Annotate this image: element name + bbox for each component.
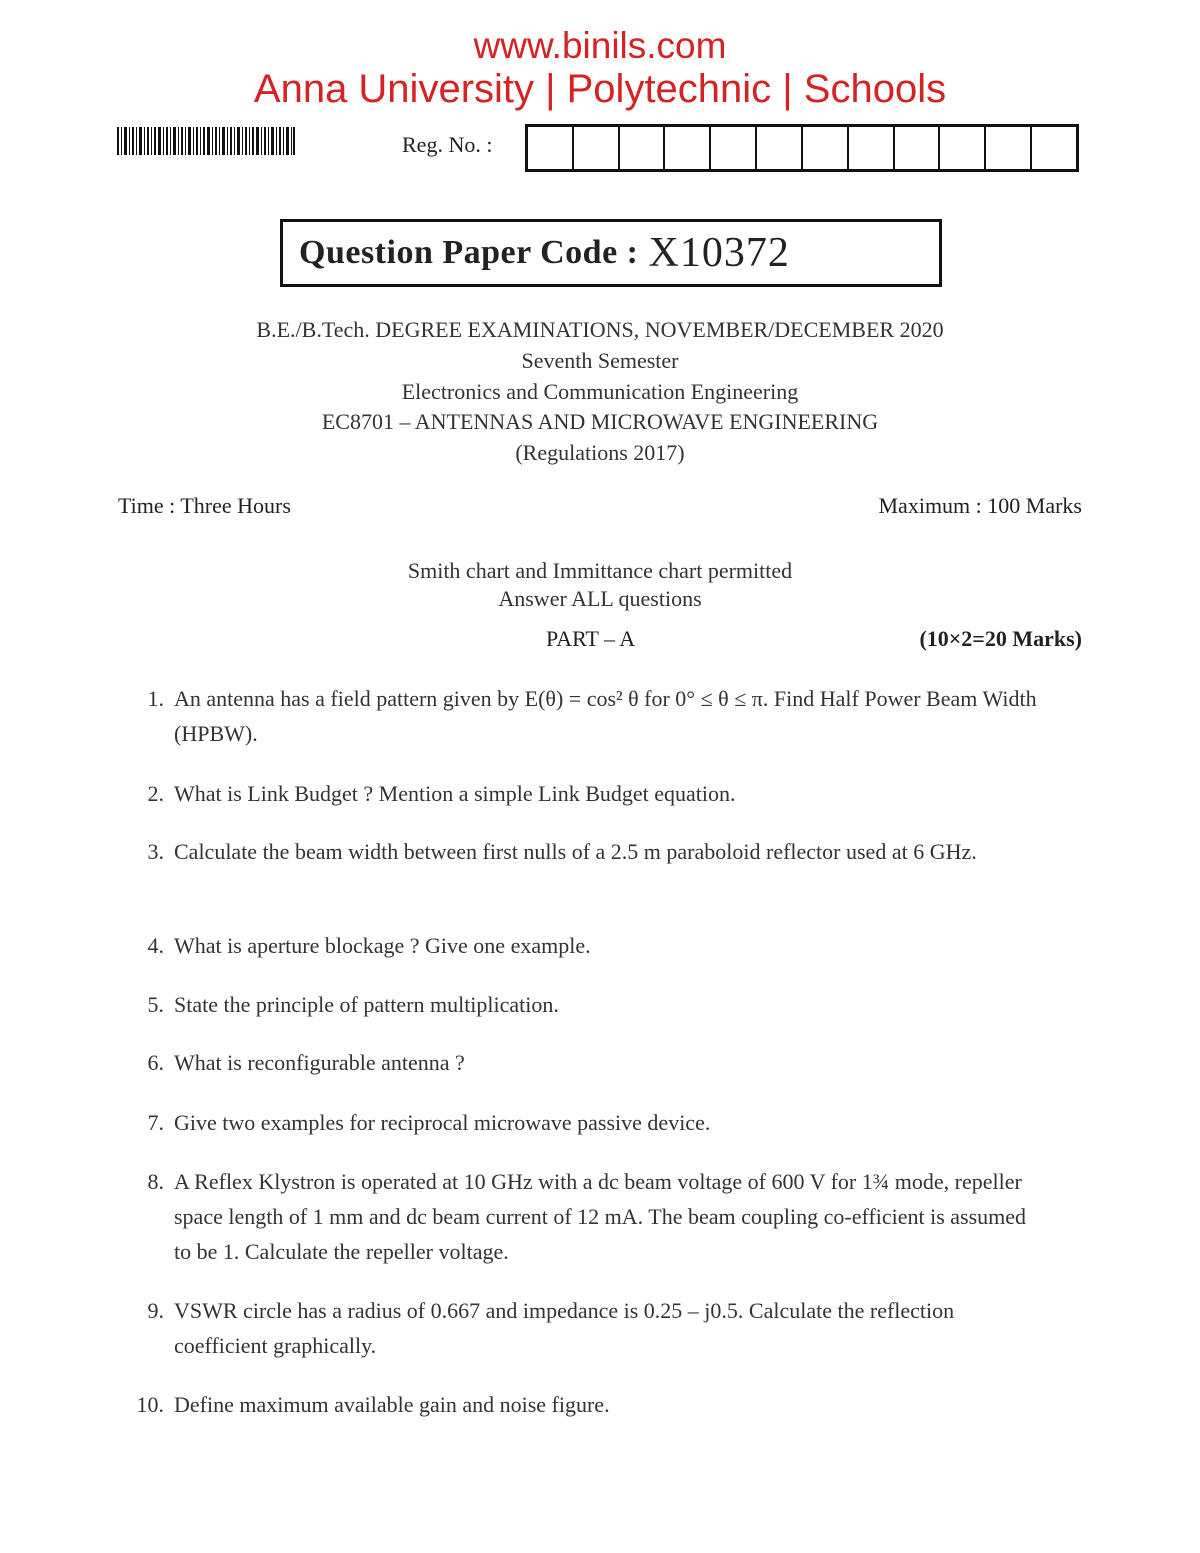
exam-max-marks: Maximum : 100 Marks (878, 493, 1082, 518)
question-text: Give two examples for reciprocal microwave passive device. (174, 1110, 711, 1135)
question-text: Define maximum available gain and noise figure. (174, 1392, 610, 1417)
exam-time: Time : Three Hours (118, 493, 291, 518)
exam-degree-line: B.E./B.Tech. DEGREE EXAMINATIONS, NOVEMBER/DECEMBER 2020 (256, 317, 944, 342)
reg-digit-box[interactable] (1032, 127, 1076, 169)
question-item (118, 681, 1038, 751)
reg-digit-box[interactable] (711, 127, 757, 169)
reg-digit-box[interactable] (986, 127, 1032, 169)
reg-digit-box[interactable] (940, 127, 986, 169)
reg-digit-box[interactable] (574, 127, 620, 169)
question-paper-code-label: Question Paper Code : (299, 234, 639, 271)
question-paper-code: X10372 (648, 230, 790, 276)
question-item (118, 776, 1038, 811)
question-text: What is reconfigurable antenna ? (174, 1050, 465, 1075)
question-text: VSWR circle has a radius of 0.667 and impedance is 0.25 – j0.5. Calculate the reflection coefficient graphically. (174, 1298, 955, 1358)
question-number: 5. (147, 992, 164, 1017)
exam-semester: Seventh Semester (521, 348, 679, 373)
reg-no-boxes[interactable] (525, 124, 1079, 172)
reg-digit-box[interactable] (849, 127, 895, 169)
reg-digit-box[interactable] (757, 127, 803, 169)
question-item (118, 1387, 1038, 1422)
reg-no-label: Reg. No. : (402, 132, 493, 157)
watermark-site: www.binils.com (473, 25, 727, 66)
watermark-tagline: Anna University | Polytechnic | Schools (253, 67, 947, 111)
question-paper-code-box (280, 219, 942, 287)
question-number: 8. (147, 1169, 164, 1194)
reg-digit-box[interactable] (803, 127, 849, 169)
question-number: 1. (147, 686, 164, 711)
question-text: A Reflex Klystron is operated at 10 GHz with a dc beam voltage of 600 V for 1¾ mode, repeller space length of 1 mm and dc beam current of 12 mA. The beam coupling co-efficient is assumed to be 1. Calculate the repeller voltage. (174, 1169, 1027, 1264)
question-number: 7. (147, 1110, 164, 1135)
question-item (118, 1105, 1038, 1140)
question-text: What is Link Budget ? Mention a simple Link Budget equation. (174, 781, 736, 806)
reg-digit-box[interactable] (895, 127, 941, 169)
question-number: 9. (147, 1298, 164, 1323)
question-number: 3. (147, 839, 164, 864)
question-item (118, 1045, 1038, 1080)
exam-regulations: (Regulations 2017) (515, 440, 685, 465)
barcode-image (117, 127, 295, 155)
question-text: Calculate the beam width between first nulls of a 2.5 m paraboloid reflector used at 6 GHz. (174, 839, 977, 864)
question-item (118, 987, 1038, 1022)
exam-department: Electronics and Communication Engineering (401, 379, 799, 404)
instruction-charts: Smith chart and Immittance chart permitted (407, 558, 793, 583)
question-number: 2. (147, 781, 164, 806)
question-text: An antenna has a field pattern given by E(θ) = cos² θ for 0° ≤ θ ≤ π. Find Half Power Beam Width (HPBW). (174, 686, 1037, 746)
question-item (118, 928, 1038, 963)
question-item (118, 1293, 1038, 1363)
question-number: 6. (147, 1050, 164, 1075)
reg-digit-box[interactable] (665, 127, 711, 169)
question-number: 4. (147, 933, 164, 958)
question-text: What is aperture blockage ? Give one example. (174, 933, 591, 958)
reg-digit-box[interactable] (620, 127, 666, 169)
exam-subject: EC8701 – ANTENNAS AND MICROWAVE ENGINEERING (321, 409, 879, 434)
part-a-marks: (10×2=20 Marks) (919, 626, 1082, 651)
question-item (118, 1164, 1038, 1269)
reg-digit-box[interactable] (528, 127, 574, 169)
instruction-answer-all: Answer ALL questions (498, 586, 702, 611)
question-number: 10. (136, 1392, 164, 1417)
question-item (118, 834, 1038, 869)
question-text: State the principle of pattern multiplication. (174, 992, 559, 1017)
part-a-title: PART – A (546, 626, 636, 651)
